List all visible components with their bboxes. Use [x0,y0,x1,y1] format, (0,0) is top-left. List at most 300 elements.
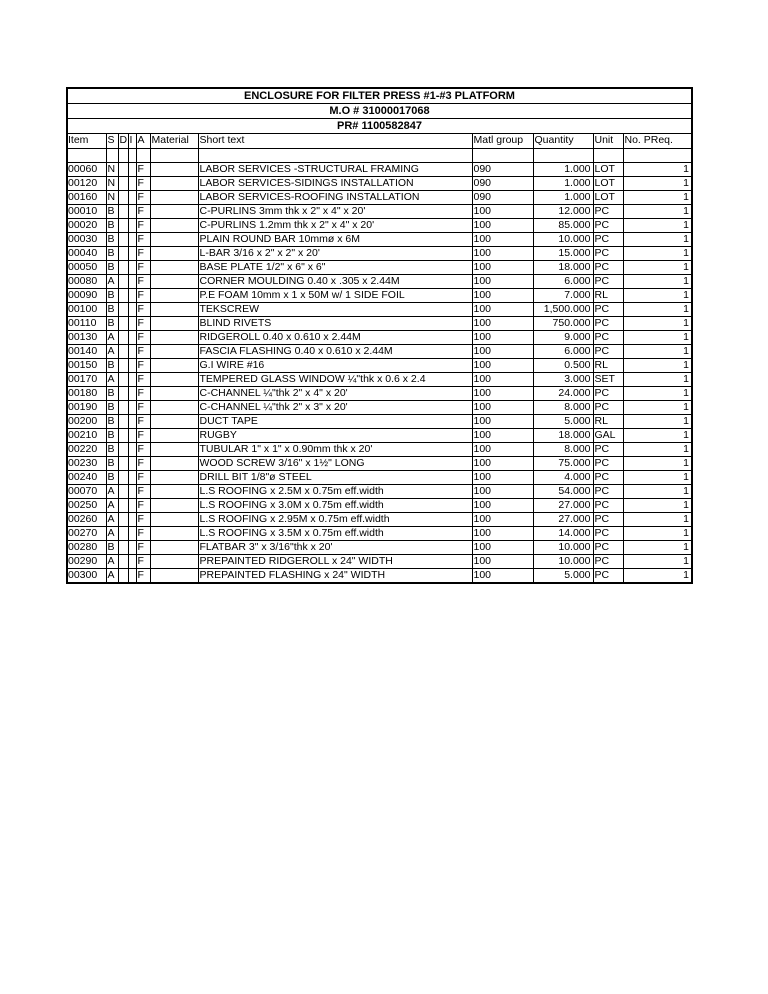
cell-s: A [106,512,118,526]
table-row [68,204,691,218]
pr-number: PR# 1100582847 [68,119,691,134]
col-header-i: I [128,134,136,148]
cell-material [150,400,198,414]
cell-s: A [106,484,118,498]
cell-item: 00230 [68,456,106,470]
cell-a: F [136,484,150,498]
table-row [68,512,691,526]
cell-unit: PC [593,204,623,218]
cell-short-text: C-CHANNEL ¼"thk 2" x 4" x 20' [198,386,472,400]
cell-item: 00010 [68,204,106,218]
cell-quantity: 75.000 [533,456,593,470]
cell-i [128,260,136,274]
cell-s: B [106,386,118,400]
cell-quantity: 6.000 [533,344,593,358]
table-row [68,288,691,302]
cell-short-text: PLAIN ROUND BAR 10mmø x 6M [198,232,472,246]
cell-matl-group: 100 [472,330,533,344]
cell-unit: RL [593,358,623,372]
cell-item: 00290 [68,554,106,568]
cell-no-preq: 1 [623,162,691,176]
cell-unit: LOT [593,162,623,176]
cell-no-preq: 1 [623,372,691,386]
cell-unit: PC [593,498,623,512]
cell-short-text: C-PURLINS 3mm thk x 2" x 4" x 20' [198,204,472,218]
cell-d [118,456,128,470]
cell-no-preq: 1 [623,204,691,218]
cell-a: F [136,330,150,344]
cell-unit: PC [593,232,623,246]
cell-item: 00150 [68,358,106,372]
cell-a: F [136,498,150,512]
cell-quantity: 10.000 [533,540,593,554]
cell-no-preq: 1 [623,218,691,232]
cell-material [150,554,198,568]
cell-unit: PC [593,568,623,582]
cell-item: 00130 [68,330,106,344]
cell-d [118,190,128,204]
cell-a: F [136,162,150,176]
cell-i [128,358,136,372]
cell-matl-group: 100 [472,554,533,568]
cell-s: B [106,260,118,274]
cell-short-text: RIDGEROLL 0.40 x 0.610 x 2.44M [198,330,472,344]
cell-no-preq: 1 [623,554,691,568]
cell-s: N [106,190,118,204]
cell-no-preq: 1 [623,358,691,372]
cell-unit: PC [593,442,623,456]
col-header-s: S [106,134,118,148]
cell-quantity: 6.000 [533,274,593,288]
cell-s: B [106,456,118,470]
cell-item: 00090 [68,288,106,302]
cell-material [150,372,198,386]
cell-item: 00280 [68,540,106,554]
cell-i [128,204,136,218]
cell-item: 00050 [68,260,106,274]
cell-s: N [106,162,118,176]
table-row [68,358,691,372]
cell-matl-group: 100 [472,400,533,414]
cell-no-preq: 1 [623,176,691,190]
cell-d [118,484,128,498]
cell-no-preq: 1 [623,470,691,484]
cell-d [118,470,128,484]
cell-quantity: 3.000 [533,372,593,386]
cell-s: B [106,400,118,414]
cell-no-preq: 1 [623,428,691,442]
cell-short-text: DUCT TAPE [198,414,472,428]
cell-material [150,232,198,246]
cell-s: B [106,204,118,218]
cell-item: 00170 [68,372,106,386]
cell-a: F [136,526,150,540]
cell-unit: LOT [593,190,623,204]
cell-i [128,190,136,204]
cell-s: B [106,316,118,330]
cell-i [128,344,136,358]
cell-d [118,204,128,218]
table-row [68,162,691,176]
cell-quantity: 24.000 [533,386,593,400]
cell-quantity: 10.000 [533,232,593,246]
table-row [68,330,691,344]
cell-quantity: 0.500 [533,358,593,372]
table-row [68,176,691,190]
cell-material [150,344,198,358]
cell-item: 00100 [68,302,106,316]
cell-no-preq: 1 [623,484,691,498]
cell-d [118,414,128,428]
cell-matl-group: 100 [472,358,533,372]
cell-d [118,316,128,330]
table-row [68,568,691,582]
cell-a: F [136,540,150,554]
cell-quantity: 4.000 [533,470,593,484]
cell-a: F [136,344,150,358]
cell-quantity: 27.000 [533,498,593,512]
cell-a: F [136,554,150,568]
table-row [68,470,691,484]
table-row [68,190,691,204]
cell-matl-group: 100 [472,260,533,274]
cell-matl-group: 100 [472,526,533,540]
cell-matl-group: 100 [472,372,533,386]
cell-unit: PC [593,330,623,344]
cell-short-text: C-PURLINS 1.2mm thk x 2" x 4" x 20' [198,218,472,232]
cell-d [118,442,128,456]
cell-material [150,540,198,554]
cell-no-preq: 1 [623,526,691,540]
table-row [68,526,691,540]
cell-quantity: 750.000 [533,316,593,330]
cell-matl-group: 090 [472,162,533,176]
cell-d [118,568,128,582]
header-row [68,134,691,148]
cell-i [128,414,136,428]
cell-i [128,386,136,400]
col-header-quantity: Quantity [533,134,593,148]
cell-a: F [136,456,150,470]
cell-quantity: 8.000 [533,400,593,414]
cell-material [150,484,198,498]
cell-short-text: L.S ROOFING x 2.95M x 0.75m eff.width [198,512,472,526]
cell-no-preq: 1 [623,344,691,358]
cell-material [150,330,198,344]
cell-s: A [106,554,118,568]
cell-d [118,246,128,260]
cell-material [150,358,198,372]
cell-material [150,386,198,400]
cell-quantity: 14.000 [533,526,593,540]
cell-quantity: 54.000 [533,484,593,498]
cell-d [118,344,128,358]
cell-no-preq: 1 [623,260,691,274]
cell-s: A [106,526,118,540]
cell-unit: PC [593,316,623,330]
cell-unit: PC [593,540,623,554]
cell-no-preq: 1 [623,288,691,302]
cell-a: F [136,274,150,288]
table-row [68,316,691,330]
cell-quantity: 18.000 [533,428,593,442]
cell-s: B [106,470,118,484]
cell-quantity: 18.000 [533,260,593,274]
cell-s: B [106,358,118,372]
cell-d [118,260,128,274]
cell-unit: PC [593,260,623,274]
cell-material [150,470,198,484]
cell-unit: PC [593,456,623,470]
col-header-item: Item [68,134,106,148]
cell-matl-group: 100 [472,288,533,302]
cell-item: 00040 [68,246,106,260]
cell-a: F [136,260,150,274]
table-row [68,344,691,358]
cell-i [128,512,136,526]
cell-no-preq: 1 [623,414,691,428]
cell-d [118,288,128,302]
cell-i [128,554,136,568]
cell-d [118,218,128,232]
cell-quantity: 85.000 [533,218,593,232]
mo-number: M.O # 31000017068 [68,104,691,119]
cell-material [150,176,198,190]
items-table [68,134,691,582]
cell-s: B [106,442,118,456]
cell-i [128,246,136,260]
cell-short-text: DRILL BIT 1/8"ø STEEL [198,470,472,484]
cell-short-text: TEMPERED GLASS WINDOW ¼"thk x 0.6 x 2.4 [198,372,472,386]
cell-material [150,204,198,218]
cell-d [118,386,128,400]
cell-a: F [136,372,150,386]
cell-i [128,274,136,288]
cell-i [128,218,136,232]
cell-unit: PC [593,526,623,540]
cell-no-preq: 1 [623,512,691,526]
table-row [68,498,691,512]
cell-material [150,456,198,470]
cell-quantity: 5.000 [533,568,593,582]
cell-no-preq: 1 [623,442,691,456]
cell-quantity: 1,500.000 [533,302,593,316]
cell-a: F [136,386,150,400]
cell-short-text: TUBULAR 1" x 1" x 0.90mm thk x 20' [198,442,472,456]
cell-s: B [106,302,118,316]
cell-no-preq: 1 [623,498,691,512]
cell-item: 00260 [68,512,106,526]
cell-unit: PC [593,218,623,232]
cell-item: 00190 [68,400,106,414]
table-row [68,232,691,246]
cell-i [128,470,136,484]
cell-s: A [106,274,118,288]
cell-no-preq: 1 [623,274,691,288]
cell-matl-group: 100 [472,568,533,582]
cell-short-text: WOOD SCREW 3/16" x 1½" LONG [198,456,472,470]
cell-s: B [106,414,118,428]
cell-quantity: 27.000 [533,512,593,526]
cell-matl-group: 090 [472,190,533,204]
cell-unit: PC [593,512,623,526]
cell-no-preq: 1 [623,190,691,204]
cell-short-text: LABOR SERVICES-ROOFING INSTALLATION [198,190,472,204]
cell-i [128,442,136,456]
cell-d [118,540,128,554]
cell-d [118,526,128,540]
cell-matl-group: 100 [472,246,533,260]
cell-s: A [106,498,118,512]
cell-no-preq: 1 [623,316,691,330]
cell-short-text: BASE PLATE 1/2" x 6" x 6" [198,260,472,274]
cell-i [128,232,136,246]
cell-unit: PC [593,302,623,316]
cell-i [128,316,136,330]
cell-short-text: L-BAR 3/16 x 2" x 2" x 20' [198,246,472,260]
cell-unit: GAL [593,428,623,442]
cell-matl-group: 100 [472,232,533,246]
table-row [68,260,691,274]
cell-i [128,526,136,540]
cell-item: 00270 [68,526,106,540]
cell-matl-group: 100 [472,386,533,400]
cell-d [118,232,128,246]
cell-short-text: PREPAINTED RIDGEROLL x 24" WIDTH [198,554,472,568]
cell-short-text: LABOR SERVICES -STRUCTURAL FRAMING [198,162,472,176]
cell-d [118,274,128,288]
cell-a: F [136,190,150,204]
cell-material [150,218,198,232]
cell-a: F [136,414,150,428]
cell-a: F [136,288,150,302]
cell-item: 00240 [68,470,106,484]
cell-i [128,372,136,386]
cell-material [150,414,198,428]
cell-quantity: 10.000 [533,554,593,568]
table-row [68,274,691,288]
table-row [68,484,691,498]
cell-quantity: 7.000 [533,288,593,302]
cell-item: 00080 [68,274,106,288]
cell-unit: LOT [593,176,623,190]
col-header-matl-group: Matl group [472,134,533,148]
cell-short-text: L.S ROOFING x 3.5M x 0.75m eff.width [198,526,472,540]
cell-d [118,330,128,344]
cell-no-preq: 1 [623,456,691,470]
col-header-material: Material [150,134,198,148]
cell-short-text: CORNER MOULDING 0.40 x .305 x 2.44M [198,274,472,288]
cell-s: B [106,218,118,232]
cell-s: A [106,330,118,344]
sheet-title: ENCLOSURE FOR FILTER PRESS #1-#3 PLATFORM [68,89,691,104]
cell-short-text: FLATBAR 3" x 3/16"thk x 20' [198,540,472,554]
cell-item: 00020 [68,218,106,232]
cell-short-text: L.S ROOFING x 3.0M x 0.75m eff.width [198,498,472,512]
cell-no-preq: 1 [623,400,691,414]
cell-unit: PC [593,470,623,484]
table-row [68,218,691,232]
cell-unit: SET [593,372,623,386]
cell-material [150,428,198,442]
cell-matl-group: 100 [472,204,533,218]
cell-i [128,330,136,344]
cell-matl-group: 100 [472,470,533,484]
cell-no-preq: 1 [623,540,691,554]
cell-short-text: FASCIA FLASHING 0.40 x 0.610 x 2.44M [198,344,472,358]
cell-unit: RL [593,288,623,302]
cell-short-text: BLIND RIVETS [198,316,472,330]
cell-no-preq: 1 [623,246,691,260]
cell-matl-group: 100 [472,218,533,232]
cell-a: F [136,512,150,526]
cell-short-text: LABOR SERVICES-SIDINGS INSTALLATION [198,176,472,190]
cell-unit: PC [593,400,623,414]
table-row [68,386,691,400]
cell-quantity: 8.000 [533,442,593,456]
cell-a: F [136,470,150,484]
cell-matl-group: 100 [472,512,533,526]
cell-short-text: TEKSCREW [198,302,472,316]
cell-short-text: G.I WIRE #16 [198,358,472,372]
cell-a: F [136,302,150,316]
table-row [68,428,691,442]
cell-material [150,274,198,288]
cell-matl-group: 100 [472,540,533,554]
cell-no-preq: 1 [623,232,691,246]
cell-item: 00250 [68,498,106,512]
cell-item: 00140 [68,344,106,358]
cell-material [150,498,198,512]
cell-s: A [106,344,118,358]
cell-material [150,190,198,204]
cell-s: B [106,288,118,302]
col-header-no-preq: No. PReq. [623,134,691,148]
cell-matl-group: 100 [472,498,533,512]
cell-s: B [106,428,118,442]
cell-no-preq: 1 [623,302,691,316]
cell-short-text: P.E FOAM 10mm x 1 x 50M w/ 1 SIDE FOIL [198,288,472,302]
cell-a: F [136,246,150,260]
table-row [68,302,691,316]
cell-material [150,568,198,582]
cell-d [118,162,128,176]
cell-item: 00300 [68,568,98,581]
cell-i [128,540,136,554]
cell-a: F [136,428,150,442]
cell-s: N [106,176,118,190]
cell-no-preq: 1 [623,568,691,582]
cell-s: A [106,568,118,582]
cell-matl-group: 100 [472,442,533,456]
cell-short-text: C-CHANNEL ¼"thk 2" x 3" x 20' [198,400,472,414]
cell-material [150,246,198,260]
cell-quantity: 15.000 [533,246,593,260]
col-header-d: D [119,134,128,147]
cell-d [118,302,128,316]
cell-item: 00070 [68,484,106,498]
cell-quantity: 1.000 [533,176,593,190]
table-row [68,456,691,470]
cell-material [150,526,198,540]
table-row [68,414,691,428]
col-header-short-text: Short text [198,134,472,148]
cell-s: B [106,246,118,260]
cell-material [150,288,198,302]
cell-item: 00200 [68,414,106,428]
cell-d [118,554,128,568]
cell-matl-group: 100 [472,274,533,288]
